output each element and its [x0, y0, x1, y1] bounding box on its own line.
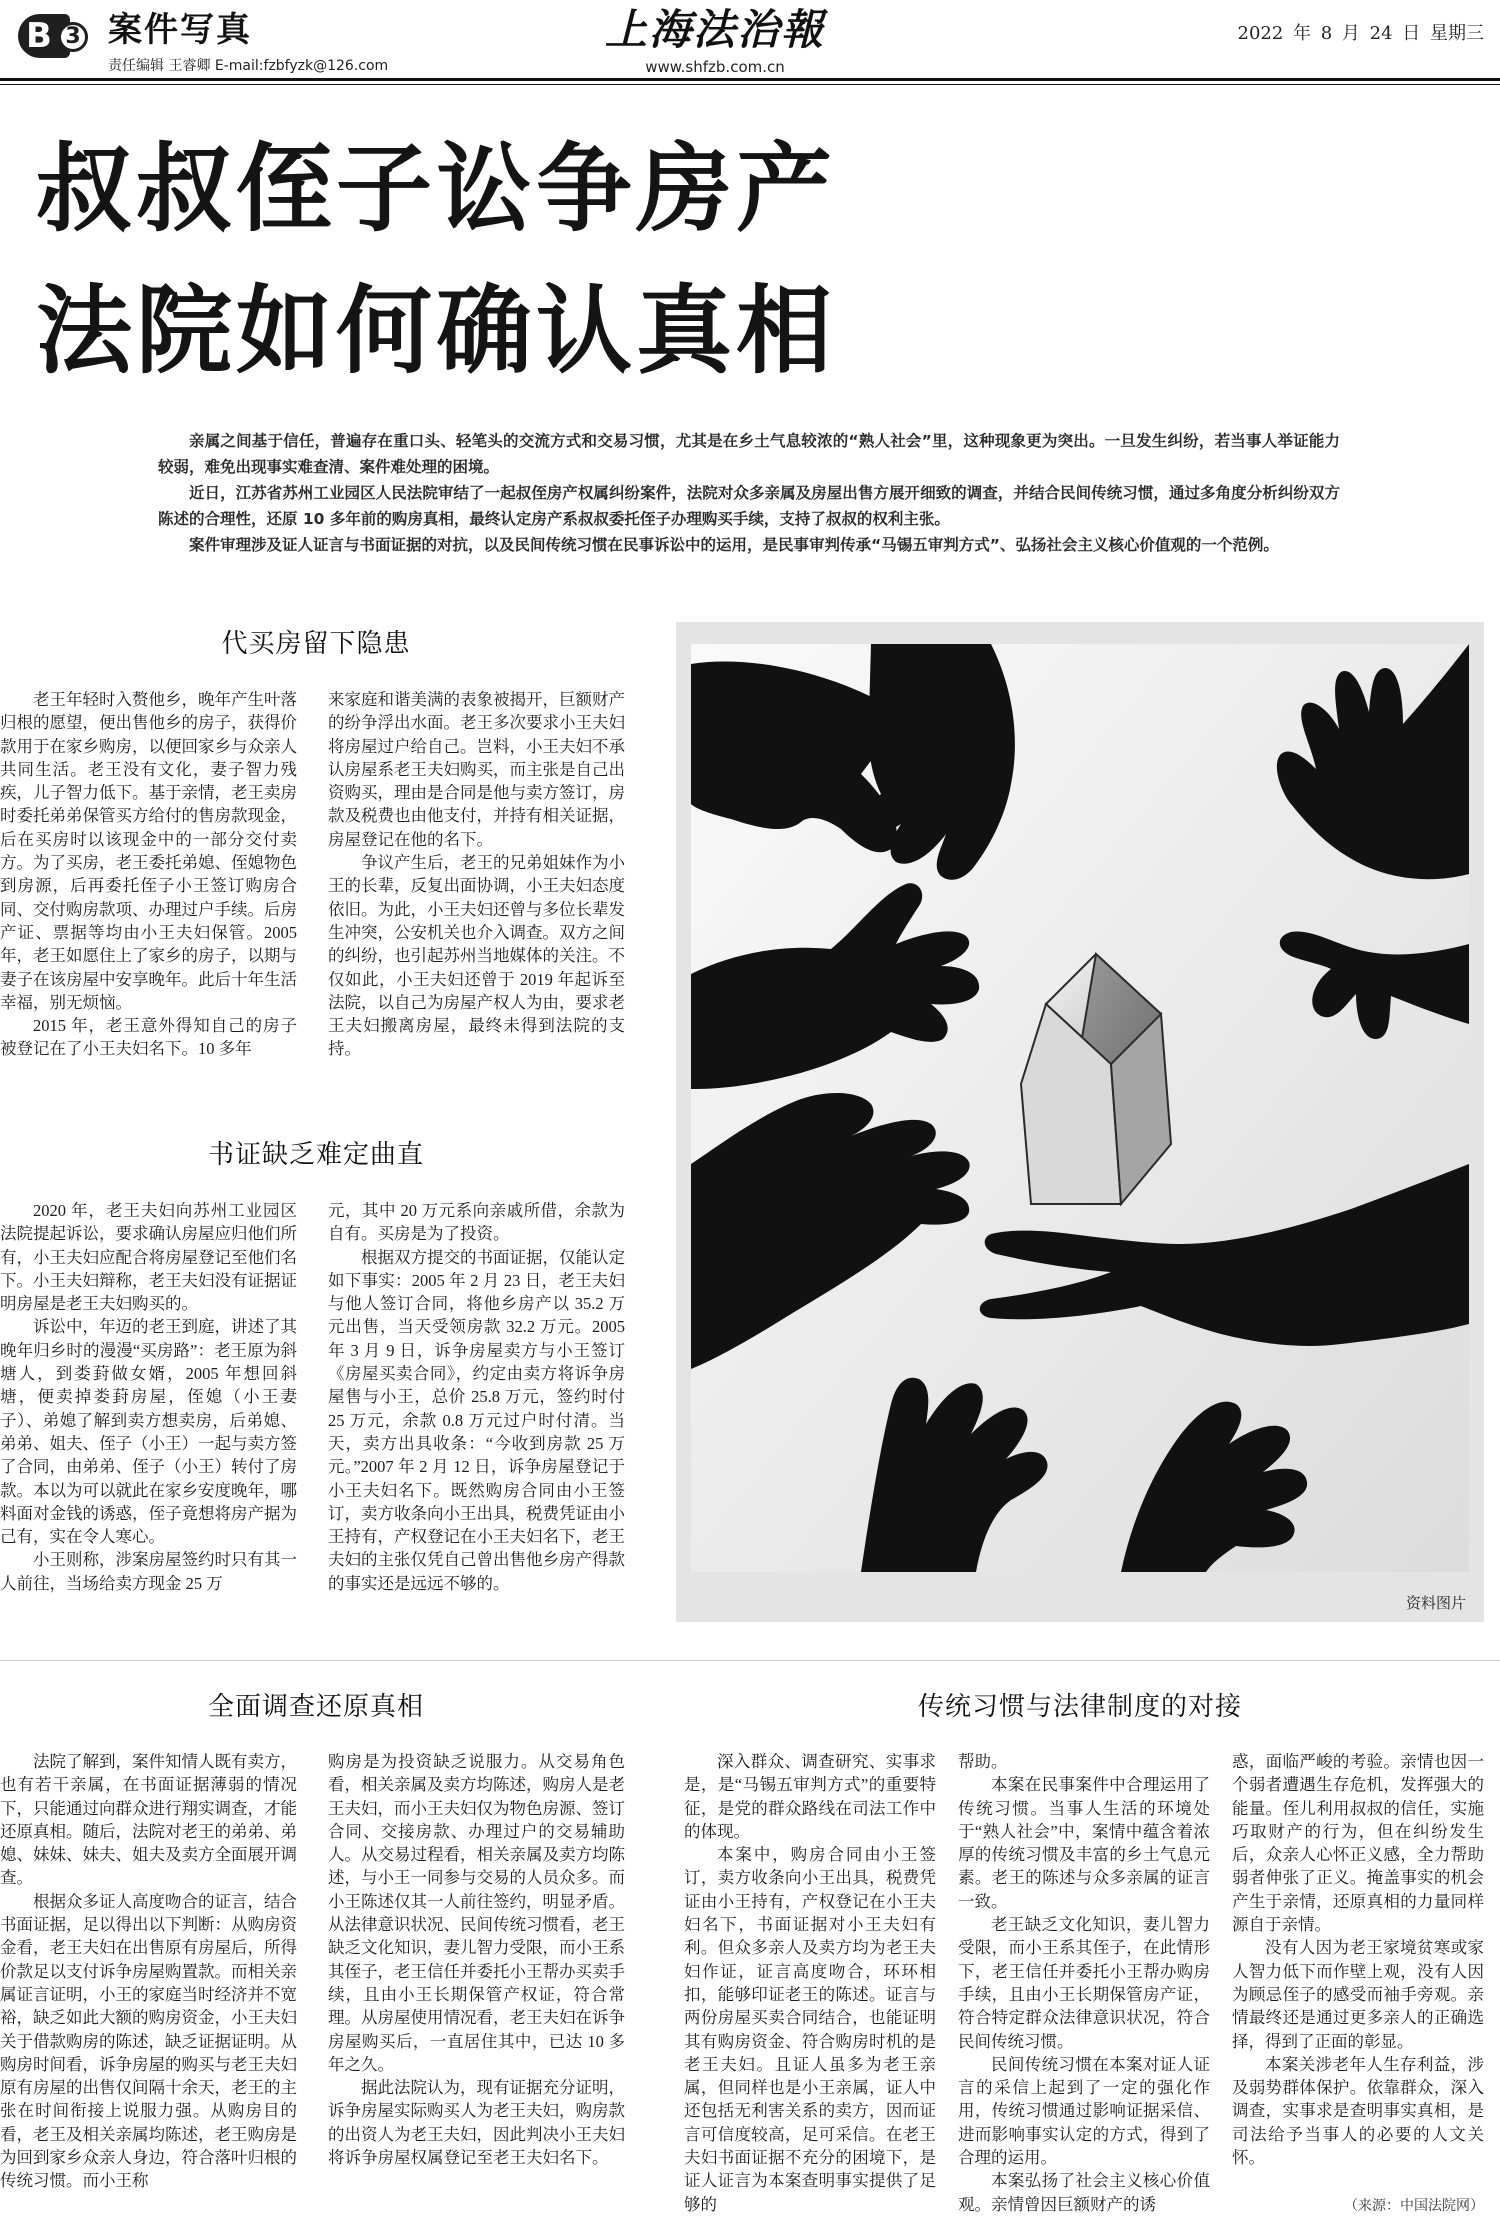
body-paragraph: 元，其中 20 万元系向亲戚所借，余款为自有。买房是为了投资。: [328, 1201, 625, 1244]
section3-column-2: [328, 1750, 625, 2225]
section2-column-1: [0, 1199, 297, 1645]
body-paragraph: 帮助。: [958, 1752, 1008, 1771]
body-paragraph: 购房是为投资缺乏说服力。从交易角色看，相关亲属及卖方均陈述，购房人是老王夫妇，而小王夫妇仅为物色房源、签订合同、交接房款、办理过户的交易辅助人。从交易过程看，相关亲属及卖方均陈述，与小王一同参与交易的人员众多。而小王陈述仅其一人前往签约，明显矛盾。从法律意识状况、民间传统习惯看，老王缺乏文化知识，妻儿智力受限，而小王系其侄子，老王信任并委托小王帮办买卖手续，且由小王长期保管产权证，符合常理。从房屋使用情况看，老王夫妇在诉争房屋购买后，一直居住其中，已达 10 多年之久。: [328, 1752, 625, 2074]
body-paragraph: 法院了解到，案件知情人既有卖方，也有若干亲属，在书面证据薄弱的情况下，只能通过向群众进行翔实调查，才能还原真相。随后，法院对老王的弟弟、弟媳、妹妹、妹夫、姐夫及卖方全面展开调查。: [0, 1752, 297, 1888]
section-name: 案件写真: [108, 10, 252, 50]
lead-paragraph: 亲属之间基于信任，普遍存在重口头、轻笔头的交流方式和交易习惯，尤其是在乡土气息较浓的“熟人社会”里，这种现象更为突出。一旦发生纠纷，若当事人举证能力较弱，难免出现事实难查清、案件难处理的困境。: [158, 432, 1340, 476]
masthead-rule-thin: [0, 84, 1500, 85]
section-title-3: 全面调查还原真相: [207, 1692, 424, 1722]
body-paragraph: 老王年轻时入赘他乡，晚年产生叶落归根的愿望，便出售他乡的房子，获得价款用于在家乡购房，以便回家乡与众亲人共同生活。老王没有文化，妻子智力残疾，儿子智力低下。基于亲情，老王卖房时委托弟弟保管买方给付的售房款现金，后在买房时以该现金中的一部分交付卖方。为了买房，老王委托弟媳、侄媳物色到房源，后再委托侄子小王签订购房合同、交付购房款项、办理过户手续。后房产证、票据等均由小王夫妇保管。2005 年，老王如愿住上了家乡的房子，以期与妻子在该房屋中安享晚年。此后十年生活幸福，别无烦恼。: [0, 690, 297, 1012]
body-paragraph: 来家庭和谐美满的表象被揭开，巨额财产的纷争浮出水面。老王多次要求小王夫妇将房屋过户给自己。岂料，小王夫妇不承认房屋系老王夫妇购买，而主张是自己出资购买，理由是合同是他与卖方签订，房款及税费也由他支付，并持有相关证据，房屋登记在他的名下。: [328, 690, 625, 849]
body-paragraph: 2020 年，老王夫妇向苏州工业园区法院提起诉讼，要求确认房屋应归他们所有，小王夫妇应配合将房屋登记至他们名下。小王夫妇辩称，老王夫妇没有证据证明房屋是老王夫妇购买的。: [0, 1201, 297, 1314]
body-paragraph: 争议产生后，老王的兄弟姐妹作为小王的长辈，反复出面协调，小王夫妇态度依旧。为此，小王夫妇还曾与多位长辈发生冲突，公安机关也介入调查。双方之间的纠纷，也引起苏州当地媒体的关注。不仅如此，小王夫妇还曾于 2019 年起诉至法院，以自己为房屋产权人为由，要求老王夫妇搬离房屋，最终未得到法院的支持。: [328, 853, 625, 1059]
section2-column-2: [328, 1199, 625, 1645]
body-paragraph: 本案弘扬了社会主义核心价值观。亲情曾因巨额财产的诱: [958, 2171, 1210, 2214]
lead-paragraph: 近日，江苏省苏州工业园区人民法院审结了一起叔侄房产权属纠纷案件，法院对众多亲属及房屋出售方展开细致的调查，并结合民间传统习惯，通过多角度分析纠纷双方陈述的合理性，还原 10 多年前的购房真相，最终认定房产系叔叔委托侄子办理购买手续，支持了叔叔的权利主张。: [158, 484, 1340, 528]
body-paragraph: 根据众多证人高度吻合的证言，结合书面证据，足以得出以下判断：从购房资金看，老王夫妇在出售原有房屋后，所得价款足以支付诉争房屋购置款。而相关亲属证言证明，小王的家庭当时经济并不宽裕，缺乏如此大额的购房资金，小王夫妇关于借款购房的陈述，缺乏证据证明。从购房时间看，诉争房屋的购买与老王夫妇原有房屋的出售仅间隔十余天，老王的主张在时间衔接上说服力强。从购房目的看，老王及相关亲属均陈述，老王购房是为回到家乡众亲人身边，符合落叶归根的传统习惯。而小王称: [0, 1891, 297, 2191]
body-paragraph: 2015 年，老王意外得知自己的房子被登记在了小王夫妇名下。10 多年: [0, 1016, 297, 1059]
masthead-rule: [0, 78, 1500, 81]
section1-column-2: [328, 688, 625, 1088]
article-source: （来源：中国法院网）: [1344, 2198, 1484, 2214]
section4-column-3: [1232, 1750, 1484, 2190]
section-divider: [0, 1660, 1500, 1661]
body-paragraph: 本案在民事案件中合理运用了传统习惯。当事人生活的环境处于“熟人社会”中，案情中蕴含着浓厚的传统习惯及丰富的乡土气息元素。老王的陈述与众多亲属的证言一致。: [958, 1775, 1210, 1911]
image-caption: 资料图片: [1405, 1594, 1466, 1612]
headline: [36, 118, 836, 402]
section-title-4: 传统习惯与法律制度的对接: [917, 1692, 1242, 1722]
lead-paragraphs: [158, 428, 1340, 558]
section4-column-1: [684, 1750, 936, 2225]
newspaper-logo: 上海法治報: [604, 5, 825, 54]
headline-line-1: 叔叔侄子讼争房产: [36, 133, 836, 245]
body-paragraph: 本案关涉老年人生存利益，涉及弱势群体保护。依靠群众，深入调查，实事求是查明事实真相，是司法给予当事人的必要的人文关怀。: [1232, 2054, 1484, 2168]
body-paragraph: 小王则称，涉案房屋签约时只有其一人前往，当场给卖方现金 25 万: [0, 1550, 297, 1593]
section-title-2: 书证缺乏难定曲直: [207, 1140, 424, 1170]
section4-column-2: [958, 1750, 1210, 2225]
body-paragraph: 据此法院认为，现有证据充分证明，诉争房屋实际购买人为老王夫妇，购房款的出资人为老王夫妇，因此判决小王夫妇将诉争房屋权属登记至老王夫妇名下。: [328, 2078, 625, 2168]
body-paragraph: 惑，面临严峻的考验。亲情也因一个弱者遭遇生存危机，发挥强大的能量。侄儿利用叔叔的信任，实施巧取财产的行为，但在纠纷发生后，众亲人心怀正义感，全力帮助弱者伸张了正义。掩盖事实的机会产生于亲情，还原真相的力量同样源自于亲情。: [1232, 1752, 1484, 1935]
body-paragraph: 根据双方提交的书面证据，仅能认定如下事实：2005 年 2 月 23 日，老王夫妇与他人签订合同，将他乡房产以 35.2 万元出售，当天受领房款 32.2 万元。2005 年 3 月 9 日，诉争房屋卖方与小王签订《房屋买卖合同》，约定由卖方将诉争房屋售与小王，总价 25.8 万元，签约时付 25 万元，余款 0.8 万元过户时付清。当天，卖方出具收条：“今收到房款 25 万元。”2007 年 2 月 12 日，诉争房屋登记于小王夫妇名下。既然购房合同由小王签订，卖方收条向小王出具，税费凭证由小王持有，产权登记在小王夫妇名下，老王夫妇的主张仅凭自己曾出售他乡房产得款的事实还是远远不够的。: [328, 1247, 625, 1593]
section1-column-1: [0, 688, 297, 1088]
page-number-badge: [18, 14, 88, 58]
body-paragraph: 没有人因为老王家境贫寒或家人智力低下而作壁上观，没有人因为顾忌侄子的感受而袖手旁观。亲情最终还是通过更多亲人的正确选择，得到了正面的彰显。: [1232, 1938, 1484, 2051]
body-paragraph: 老王缺乏文化知识，妻儿智力受限，而小王系其侄子，在此情形下，老王信任并委托小王帮办购房手续，且由小王长期保管房产证，符合特定群众法律意识状况，符合民间传统习惯。: [958, 1915, 1210, 2051]
lead-paragraph: 案件审理涉及证人证言与书面证据的对抗，以及民间传统习惯在民事诉讼中的运用，是民事审判传承“马锡五审判方式”、弘扬社会主义核心价值观的一个范例。: [189, 536, 1279, 554]
page-letter: B: [18, 14, 70, 58]
headline-line-2: 法院如何确认真相: [36, 275, 836, 387]
section3-column-1: [0, 1750, 297, 2225]
newspaper-url: www.shfzb.com.cn: [645, 58, 785, 76]
body-paragraph: 本案中，购房合同由小王签订，卖方收条向小王出具，税费凭证由小王持有，产权登记在小王夫妇名下，书面证据对小王夫妇有利。但众多亲人及卖方均为老王夫妇作证，证言高度吻合，环环相扣，能够印证老王的陈述。证言与两份房屋买卖合同结合，也能证明其有购房资金、符合购房时机的是老王夫妇。且证人虽多为老王亲属，但同样也是小王亲属，证人中还包括无利害关系的卖方，因而证言可信度较高，足可采信。在老王夫妇书面证据不充分的困境下，是证人证言为本案查明事实提供了足够的: [684, 1845, 936, 2214]
body-paragraph: 深入群众、调查研究、实事求是，是“马锡五审判方式”的重要特征，是党的群众路线在司法工作中的体现。: [684, 1752, 936, 1841]
page-number: 3: [58, 22, 88, 52]
body-paragraph: 诉讼中，年迈的老王到庭，讲述了其晚年归乡时的漫漫“买房路”：老王原为斜塘人，到娄葑做女婿，2005 年想回斜塘，便卖掉娄葑房屋，侄媳（小王妻子）、弟媳了解到卖方想卖房，后弟媳、弟弟、姐夫、侄子（小王）一起与卖方签了合同，由弟弟、侄子（小王）转付了房款。本以为可以就此在家乡安度晚年，哪料面对金钱的诱惑，侄子竟想将房产据为己有，实在令人寒心。: [0, 1317, 297, 1547]
illustration-frame: [676, 622, 1484, 1622]
body-paragraph: 民间传统习惯在本案对证人证言的采信上起到了一定的强化作用，传统习惯通过影响证据采信、进而影响事实认定的方式，得到了合理的运用。: [958, 2054, 1210, 2168]
hands-and-house-illustration: [691, 644, 1469, 1572]
section-title-1: 代买房留下隐患: [221, 629, 411, 659]
issue-date: 2022 年 8 月 24 日 星期三: [1237, 23, 1484, 44]
editor-info: 责任编辑 王睿卿 E-mail:fzbfyzk@126.com: [108, 58, 389, 74]
